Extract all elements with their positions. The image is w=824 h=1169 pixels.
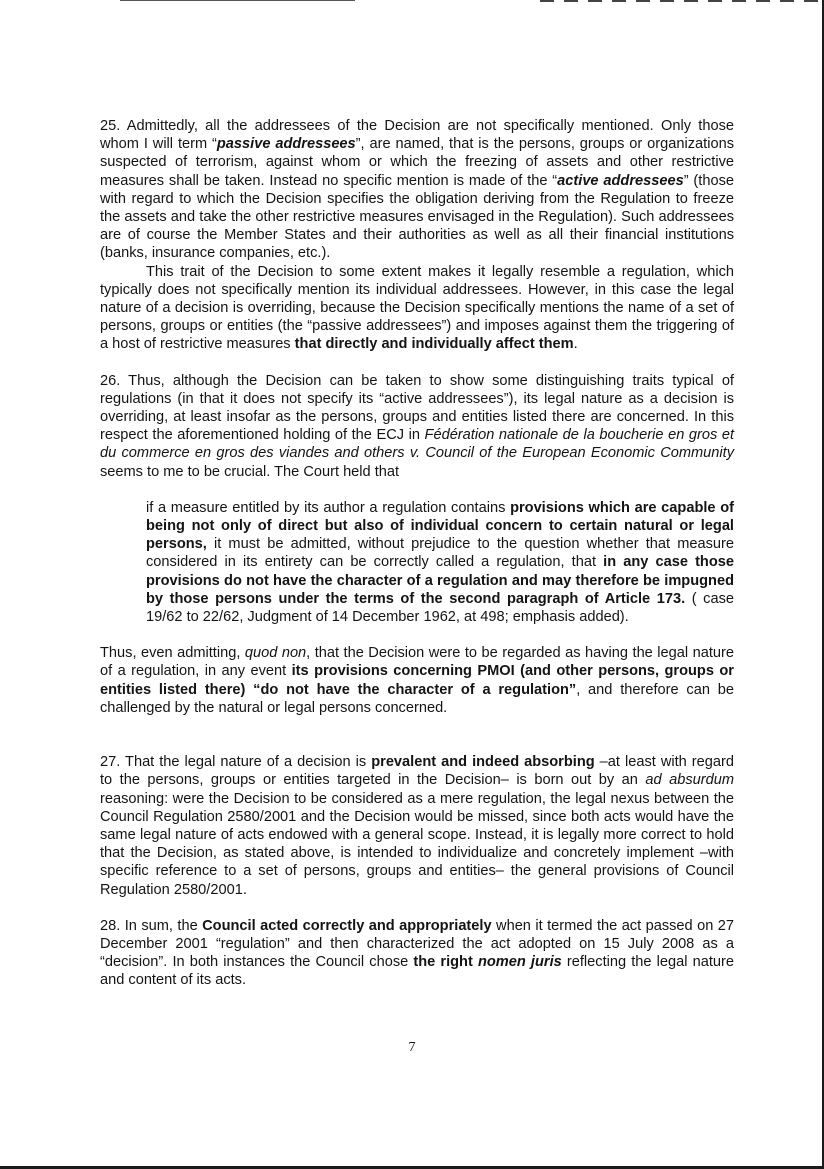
term-nomen-juris: nomen juris bbox=[477, 954, 562, 971]
scan-dash bbox=[780, 0, 794, 2]
paragraph-25: 25. Admittedly, all the addressees of the Decision are not specifically mentioned. Only those whom I will term “passive addressees”, are named, that is the persons, groups or organizations suspected of terrorism, against whom or which the freezing of assets and other restrictive measures shall be taken. Instead no specific mention is made of the “active addressees” (those with regard to which the Decision specifies the obligation deriving from the Regulation to freeze the assets and take the other restrictive measures envisaged in the Regulation). Such addressees are of course the Member States and their authorities as well as all their financial institutions (banks, insurance companies, etc.). bbox=[100, 118, 734, 262]
scan-dash bbox=[612, 0, 626, 2]
emphasis-pmoi: its provisions concerning PMOI (and other persons, groups or entities listed there) “do not have the character of a regulation” bbox=[100, 663, 734, 698]
scan-dash bbox=[540, 0, 554, 2]
block-quote: if a measure entitled by its author a regulation contains provisions which are capable of being not only of direct but also of individual concern to certain natural or legal persons, it must be admitted, without prejudice to the question whether that measure considered in its entirety can be correctly called a regulation, that in any case those provisions do not have the character of a regulation and may therefore be impugned by those persons under the terms of the second paragraph of Article 173. ( case 19/62 to 22/62, Judgment of 14 December 1962, at 498; emphasis added). bbox=[146, 499, 734, 626]
paragraph-26: 26. Thus, although the Decision can be taken to show some distinguishing traits typical of regulations (in that it does not specify its “active addressees”), its legal nature as a decision is overriding, at least insofar as the persons, groups and entities listed there are concerned. In this respect the aforementioned holding of the ECJ in Fédération nationale de la boucherie en gros et du commerce en gros des viandes and others v. Council of the European Economic Community seems to me to be crucial. The Court held that bbox=[100, 372, 734, 480]
paragraph-26-continued: Thus, even admitting, quod non, that the Decision were to be regarded as having the legal nature of a regulation, in any event its provisions concerning PMOI (and other persons, groups or entities listed there) “do not have the character of a regulation”, and therefore can be challenged by the natural or legal persons concerned. bbox=[100, 645, 734, 716]
page-number: 7 bbox=[408, 1040, 416, 1055]
scan-dash bbox=[708, 0, 722, 2]
scan-dash bbox=[636, 0, 650, 2]
term-ad-absurdum: ad absurdum bbox=[645, 772, 734, 789]
term-active-addressees: active addressees bbox=[557, 172, 684, 189]
scan-dash bbox=[732, 0, 746, 2]
scan-dash bbox=[564, 0, 578, 2]
scan-dash bbox=[684, 0, 698, 2]
scan-dash bbox=[756, 0, 770, 2]
scan-dash bbox=[660, 0, 674, 2]
paragraph-25-continued: This trait of the Decision to some extent makes it legally resemble a regulation, which typically does not specifically mention its individual addressees. However, in this case the legal nature of a decision is overriding, because the Decision specifically mentions the name of a set of persons, groups or entities (the “passive addressees”) and imposes against them the triggering of a host of restrictive measures that directly and individually affect them. bbox=[100, 263, 734, 353]
emphasis-directly-affect: that directly and individually affect them bbox=[294, 336, 574, 353]
emphasis-prevalent: prevalent and indeed absorbing bbox=[371, 754, 595, 771]
scan-dash bbox=[588, 0, 602, 2]
quote-emphasis-2: in any case those provisions do not have the character of a regulation and may therefore be impugned by those persons under the terms of the second paragraph of Article 173. bbox=[146, 554, 734, 607]
term-passive-addressees: passive addressees bbox=[216, 136, 356, 153]
emphasis-council-acted: Council acted correctly and appropriately bbox=[202, 917, 492, 934]
paragraph-28: 28. In sum, the Council acted correctly and appropriately when it termed the act passed on 27 December 2001 “regulation” and then characterized the act adopted on 15 July 2008 as a “decision”. In both instances the Council chose the right nomen juris reflecting the legal nature and content of its acts. bbox=[100, 917, 735, 989]
scan-border-top bbox=[120, 0, 355, 1]
scan-dash bbox=[804, 0, 818, 2]
emphasis-right: the right bbox=[413, 954, 478, 971]
paragraph-27: 27. That the legal nature of a decision is prevalent and indeed absorbing –at least with regard to the persons, groups or entities targeted in the Decision– is born out by an ad absurdum reasoning: were the Decision to be considered as a mere regulation, the legal nexus between the Council Regulation 2580/2001 and the Decision would be missed, since both acts would have the same legal nature of acts endowed with a general scope. Instead, it is legally more correct to hold that the Decision, as stated above, is intended to individualize and concretely implement –with specific reference to a set of persons, groups and entities– the general provisions of Council Regulation 2580/2001. bbox=[100, 754, 734, 898]
document-body bbox=[100, 117, 734, 990]
term-quod-non: quod non bbox=[244, 645, 307, 662]
quote-emphasis-1: provisions which are capable of being not only of direct but also of individual concern to certain natural or legal persons, bbox=[146, 499, 734, 553]
case-name: Fédération nationale de la boucherie en gros et du commerce en gros des viandes and others v. Council of the European Economic Community bbox=[100, 427, 734, 462]
